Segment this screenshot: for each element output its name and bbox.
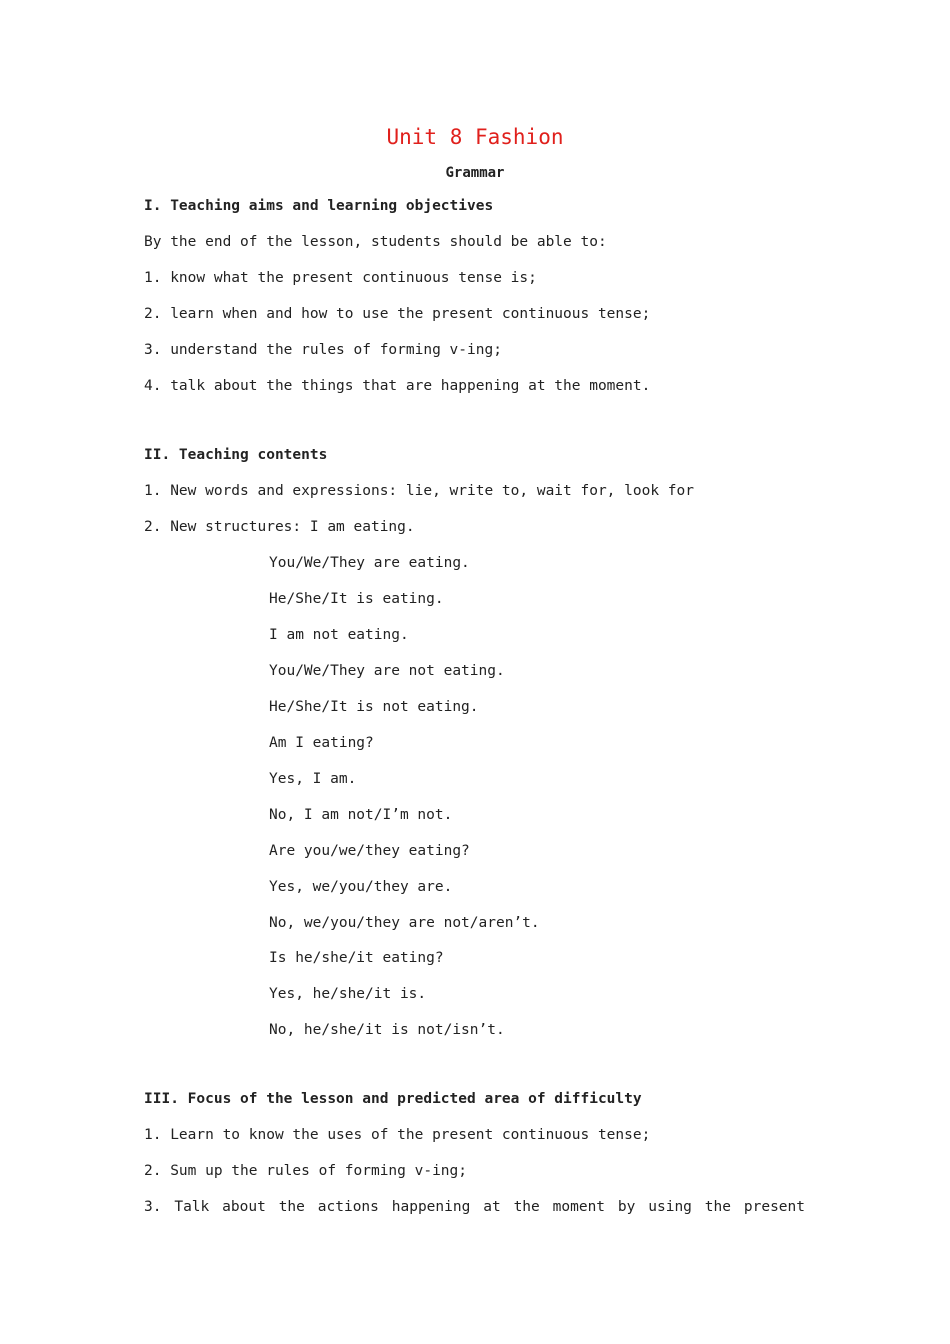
structure-line: Yes, I am.	[269, 771, 357, 787]
structure-line: You/We/They are not eating.	[269, 663, 505, 679]
structure-line: No, we/you/they are not/aren’t.	[269, 915, 540, 931]
structure-line: Yes, he/she/it is.	[269, 986, 427, 1002]
structure-line: Am I eating?	[269, 735, 374, 751]
list-item: 1. know what the present continuous tense is;	[144, 270, 537, 286]
page-subtitle: Grammar	[445, 165, 505, 181]
structure-line: I am not eating.	[269, 627, 409, 643]
structure-line: Yes, we/you/they are.	[269, 879, 453, 895]
list-item: 3. understand the rules of forming v-ing;	[144, 342, 502, 358]
section-1-intro: By the end of the lesson, students should be able to:	[144, 234, 607, 250]
list-item: 4. talk about the things that are happening at the moment.	[144, 378, 651, 394]
structure-line: You/We/They are eating.	[269, 555, 470, 571]
list-item: 2. New structures: I am eating.	[144, 519, 415, 535]
list-item: 3. Talk about the actions happening at the moment by using the present	[144, 1199, 805, 1215]
structure-line: He/She/It is eating.	[269, 591, 444, 607]
structure-line: No, I am not/I’m not.	[269, 807, 453, 823]
section-2-heading: II. Teaching contents	[144, 447, 328, 463]
structure-line: Are you/we/they eating?	[269, 843, 470, 859]
structure-line: No, he/she/it is not/isn’t.	[269, 1022, 505, 1038]
structure-line: Is he/she/it eating?	[269, 950, 444, 966]
list-item: 2. learn when and how to use the present continuous tense;	[144, 306, 651, 322]
page-title: Unit 8 Fashion	[386, 125, 564, 149]
list-item: 1. New words and expressions: lie, write to, wait for, look for	[144, 483, 694, 499]
list-item: 2. Sum up the rules of forming v-ing;	[144, 1163, 468, 1179]
section-3-heading: III. Focus of the lesson and predicted area of difficulty	[144, 1091, 642, 1107]
list-item: 1. Learn to know the uses of the present continuous tense;	[144, 1127, 651, 1143]
section-1-heading: I. Teaching aims and learning objectives	[144, 198, 494, 214]
structure-line: He/She/It is not eating.	[269, 699, 479, 715]
